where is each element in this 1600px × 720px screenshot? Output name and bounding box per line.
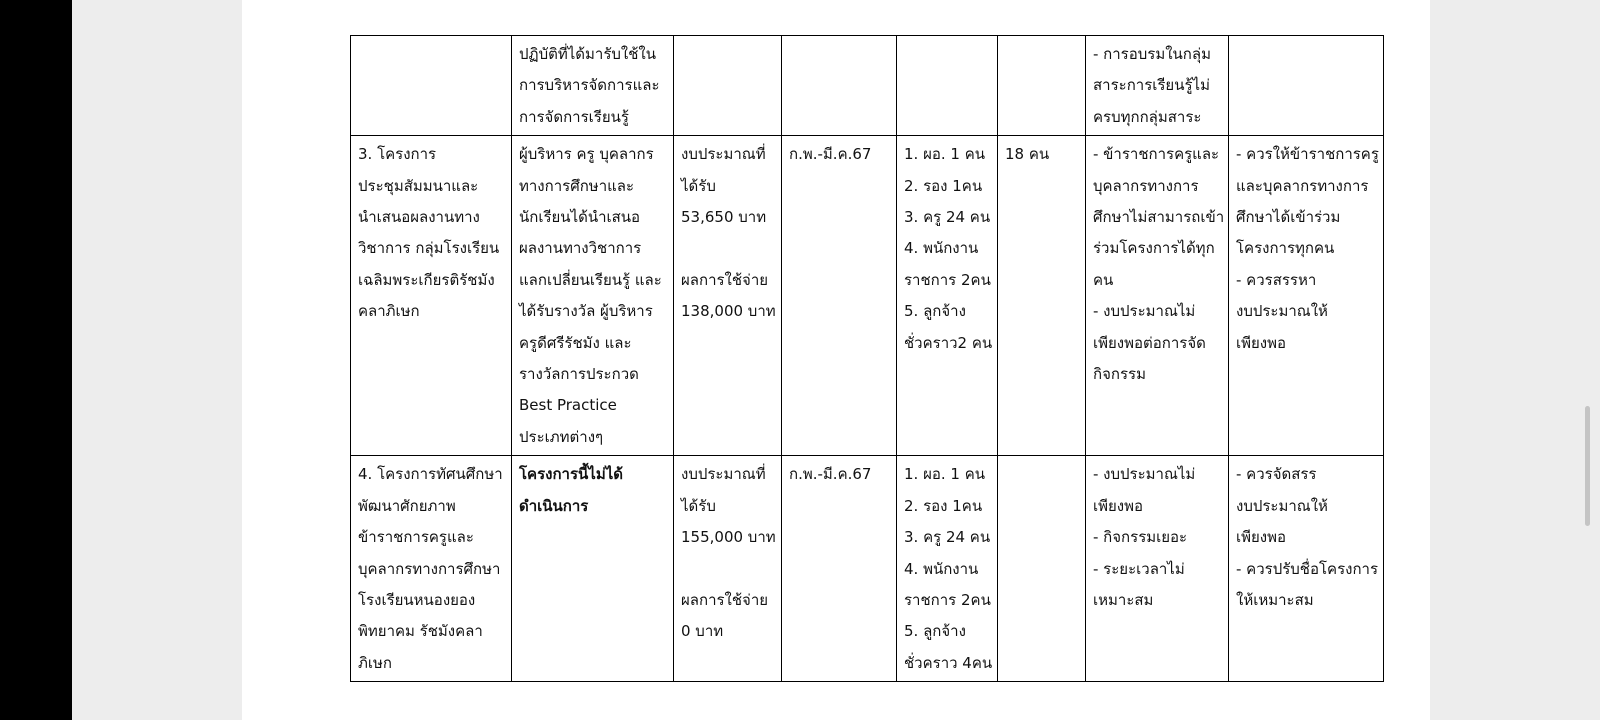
problem-line: สาระการเรียนรู้ไม่ bbox=[1093, 76, 1210, 95]
result-line: ผู้บริหาร ครู บุคลากร bbox=[519, 145, 654, 164]
result-line: การบริหารจัดการและ bbox=[519, 76, 660, 95]
period-cell bbox=[782, 136, 897, 456]
budget-cell bbox=[674, 136, 782, 456]
budget-received-amount: 53,650 บาท bbox=[681, 208, 767, 227]
result-line: การจัดการเรียนรู้ bbox=[519, 107, 629, 126]
scrollbar-thumb[interactable] bbox=[1585, 406, 1590, 526]
result-line: โครงการนี้ไม่ได้ bbox=[519, 465, 624, 484]
period-line: ก.พ.-มี.ค.67 bbox=[789, 465, 872, 484]
budget-cell bbox=[674, 456, 782, 682]
problem-line: กิจกรรม bbox=[1093, 365, 1146, 384]
budget-line: ผลการใช้จ่าย bbox=[681, 590, 769, 609]
suggestion-line: - ควรจัดสรร bbox=[1236, 465, 1317, 484]
problem-line: เหมาะสม bbox=[1093, 590, 1154, 609]
result-line: ครูดีศรีรัชมัง และ bbox=[519, 333, 632, 352]
problem-line: ร่วมโครงการได้ทุก bbox=[1093, 239, 1215, 258]
project-line: วิชาการ กลุ่มโรงเรียน bbox=[358, 239, 500, 258]
participants-cell bbox=[897, 36, 998, 136]
count-cell bbox=[998, 456, 1086, 682]
suggestion-line: เพียงพอ bbox=[1236, 528, 1287, 547]
suggestion-line: - ควรสรรหา bbox=[1236, 270, 1317, 289]
participant-line: 1. ผอ. 1 คน bbox=[904, 145, 986, 164]
problem-line: เพียงพอ bbox=[1093, 496, 1144, 515]
problem-line: บุคลากรทางการ bbox=[1093, 176, 1199, 195]
suggestions-cell bbox=[1229, 136, 1384, 456]
project-line: เฉลิมพระเกียรติรัชมัง bbox=[358, 270, 495, 289]
project-line: 4. โครงการทัศนศึกษา bbox=[358, 465, 503, 484]
participant-line: 5. ลูกจ้าง bbox=[904, 622, 966, 641]
project-line: ภิเษก bbox=[358, 653, 392, 672]
problems-cell bbox=[1086, 36, 1229, 136]
budget-line: ได้รับ bbox=[681, 176, 716, 195]
left-black-bar bbox=[0, 0, 72, 720]
project-line: 3. โครงการ bbox=[358, 145, 437, 164]
problem-line: - งบประมาณไม่ bbox=[1093, 302, 1196, 321]
period-cell bbox=[782, 36, 897, 136]
suggestions-cell bbox=[1229, 456, 1384, 682]
budget-line: งบประมาณที่ bbox=[681, 145, 766, 164]
result-cell bbox=[512, 456, 674, 682]
participant-line: 3. ครู 24 คน bbox=[904, 208, 991, 227]
count-line: 18 คน bbox=[1005, 145, 1050, 164]
project-line: ข้าราชการครูและ bbox=[358, 528, 474, 547]
result-line: ทางการศึกษาและ bbox=[519, 176, 635, 195]
count-cell bbox=[998, 36, 1086, 136]
table-row bbox=[351, 36, 1384, 136]
problem-line: คน bbox=[1093, 270, 1114, 289]
problem-line: - กิจกรรมเยอะ bbox=[1093, 528, 1188, 547]
participant-line: ราชการ 2คน bbox=[904, 270, 991, 289]
participant-line: ชั่วคราว2 คน bbox=[904, 333, 993, 352]
suggestion-line: โครงการทุกคน bbox=[1236, 239, 1335, 258]
participants-cell bbox=[897, 456, 998, 682]
budget-line: ผลการใช้จ่าย bbox=[681, 270, 769, 289]
blank-line bbox=[681, 233, 775, 264]
suggestion-line: งบประมาณให้ bbox=[1236, 302, 1328, 321]
vertical-scrollbar[interactable] bbox=[1584, 0, 1594, 720]
participant-line: 2. รอง 1คน bbox=[904, 176, 983, 195]
budget-spent-amount: 0 บาท bbox=[681, 622, 724, 641]
budget-spent-amount: 138,000 บาท bbox=[681, 302, 776, 321]
problem-line: - การอบรมในกลุ่ม bbox=[1093, 45, 1211, 63]
participant-line: 3. ครู 24 คน bbox=[904, 528, 991, 547]
result-line: ได้รับรางวัล ผู้บริหาร bbox=[519, 302, 653, 321]
budget-cell bbox=[674, 36, 782, 136]
result-line: รางวัลการประกวด bbox=[519, 365, 639, 384]
budget-received-amount: 155,000 บาท bbox=[681, 528, 776, 547]
problems-cell bbox=[1086, 136, 1229, 456]
participant-line: 4. พนักงาน bbox=[904, 239, 979, 258]
project-line: บุคลากรทางการศึกษา bbox=[358, 559, 501, 578]
suggestion-line: ศึกษาได้เข้าร่วม bbox=[1236, 208, 1341, 227]
problems-cell bbox=[1086, 456, 1229, 682]
problem-line: - งบประมาณไม่ bbox=[1093, 465, 1196, 484]
result-line: Best Practice bbox=[519, 396, 617, 415]
result-cell bbox=[512, 136, 674, 456]
suggestion-line: - ควรให้ข้าราชการครู bbox=[1236, 145, 1379, 164]
problem-line: - ระยะเวลาไม่ bbox=[1093, 559, 1185, 578]
suggestion-line: ให้เหมาะสม bbox=[1236, 590, 1314, 609]
suggestion-line: งบประมาณให้ bbox=[1236, 496, 1328, 515]
project-line: คลาภิเษก bbox=[358, 302, 420, 321]
participant-line: 2. รอง 1คน bbox=[904, 496, 983, 515]
problem-line: เพียงพอต่อการจัด bbox=[1093, 333, 1206, 352]
period-line: ก.พ.-มี.ค.67 bbox=[789, 145, 872, 164]
project-cell bbox=[351, 136, 512, 456]
suggestion-line: - ควรปรับชื่อโครงการ bbox=[1236, 559, 1379, 578]
result-line: แลกเปลี่ยนเรียนรู้ และ bbox=[519, 270, 662, 289]
project-line: พิทยาคม รัชมังคลา bbox=[358, 622, 483, 641]
result-line: ผลงานทางวิชาการ bbox=[519, 239, 642, 258]
result-line: ปฏิบัติที่ได้มารับใช้ใน bbox=[519, 45, 656, 63]
participants-cell bbox=[897, 136, 998, 456]
budget-line: งบประมาณที่ bbox=[681, 465, 766, 484]
participant-line: ราชการ 2คน bbox=[904, 590, 991, 609]
result-cell bbox=[512, 36, 674, 136]
participant-line: 1. ผอ. 1 คน bbox=[904, 465, 986, 484]
table-row bbox=[351, 136, 1384, 456]
participant-line: ชั่วคราว 4คน bbox=[904, 653, 993, 672]
count-cell bbox=[998, 136, 1086, 456]
participant-line: 5. ลูกจ้าง bbox=[904, 302, 966, 321]
project-report-table bbox=[350, 35, 1384, 682]
problem-line: - ข้าราชการครูและ bbox=[1093, 145, 1220, 164]
project-line: นำเสนอผลงานทาง bbox=[358, 208, 480, 227]
table-row bbox=[351, 456, 1384, 682]
project-line: ประชุมสัมมนาและ bbox=[358, 176, 479, 195]
result-line: ประเภทต่างๆ bbox=[519, 427, 604, 446]
problem-line: ครบทุกกลุ่มสาระ bbox=[1093, 107, 1202, 126]
project-line: พัฒนาศักยภาพ bbox=[358, 496, 456, 515]
project-line: โรงเรียนหนองยอง bbox=[358, 590, 476, 609]
budget-line: ได้รับ bbox=[681, 496, 716, 515]
result-line: ดำเนินการ bbox=[519, 496, 589, 515]
suggestions-cell bbox=[1229, 36, 1384, 136]
blank-line bbox=[681, 554, 775, 585]
result-line: นักเรียนได้นำเสนอ bbox=[519, 208, 641, 227]
participant-line: 4. พนักงาน bbox=[904, 559, 979, 578]
project-cell bbox=[351, 36, 512, 136]
suggestion-line: และบุคลากรทางการ bbox=[1236, 176, 1369, 195]
period-cell bbox=[782, 456, 897, 682]
suggestion-line: เพียงพอ bbox=[1236, 333, 1287, 352]
project-cell bbox=[351, 456, 512, 682]
problem-line: ศึกษาไม่สามารถเข้า bbox=[1093, 208, 1225, 227]
